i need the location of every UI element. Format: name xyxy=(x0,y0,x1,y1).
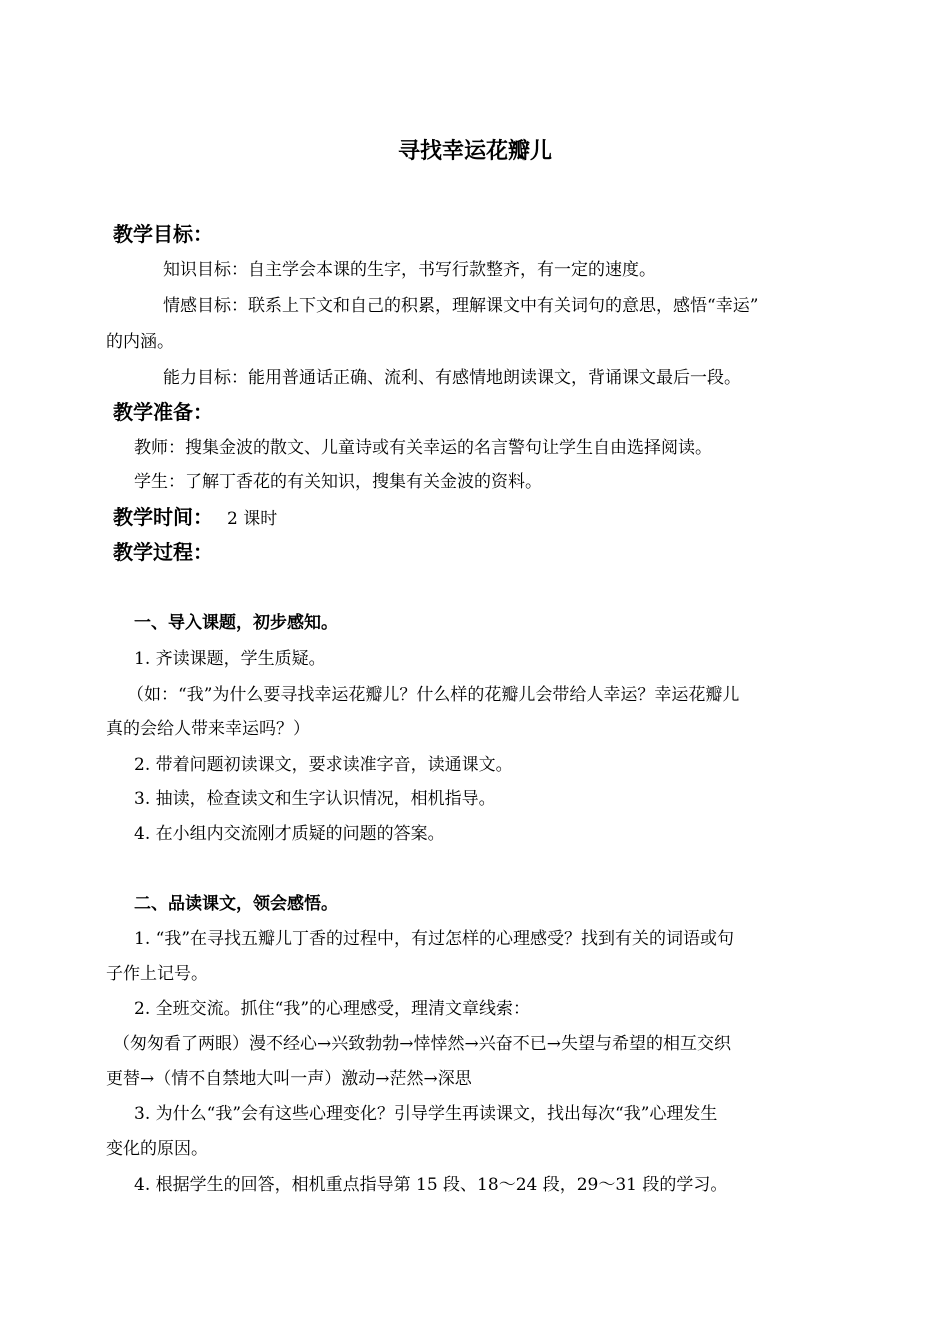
section2-heading: 二、品读课文，领会感悟。 xyxy=(134,894,338,914)
student-preparation: 学生：了解丁香花的有关知识，搜集有关金波的资料。 xyxy=(134,472,542,492)
teacher-preparation: 教师：搜集金波的散文、儿童诗或有关幸运的名言警句让学生自由选择阅读。 xyxy=(134,438,712,458)
section1-item2: 2. 带着问题初读课文，要求读准字音，读通课文。 xyxy=(134,755,513,775)
emotion-objective-line1: 情感目标：联系上下文和自己的积累，理解课文中有关词句的意思，感悟“幸运” xyxy=(163,296,759,316)
section1-item1: 1. 齐读课题，学生质疑。 xyxy=(134,649,326,669)
process-heading: 教学过程： xyxy=(113,540,213,564)
section1-item4: 4. 在小组内交流刚才质疑的问题的答案。 xyxy=(134,824,445,844)
objectives-heading: 教学目标： xyxy=(113,222,213,246)
time-heading: 教学时间： xyxy=(113,505,213,529)
document-title: 寻找幸运花瓣儿 xyxy=(397,139,552,164)
section1-item3: 3. 抽读，检查读文和生字认识情况，相机指导。 xyxy=(134,789,496,809)
section1-note-line1: （如：“我”为什么要寻找幸运花瓣儿？什么样的花瓣儿会带给人幸运？幸运花瓣儿 xyxy=(127,685,740,705)
section2-item3-line1: 3. 为什么“我”会有这些心理变化？引导学生再读课文，找出每次“我”心理发生 xyxy=(134,1104,718,1124)
section2-item1-line2: 子作上记号。 xyxy=(106,964,208,984)
knowledge-objective: 知识目标：自主学会本课的生字，书写行款整齐，有一定的速度。 xyxy=(163,260,656,280)
emotion-objective-line2: 的内涵。 xyxy=(106,332,174,352)
section2-item3-line2: 变化的原因。 xyxy=(106,1139,208,1159)
time-row xyxy=(113,506,277,530)
section2-item2: 2. 全班交流。抓住“我”的心理感受，理清文章线索： xyxy=(134,999,531,1019)
time-value: 2 课时 xyxy=(227,509,278,529)
section2-item1-line1: 1. “我”在寻找五瓣儿丁香的过程中，有过怎样的心理感受？找到有关的词语或句 xyxy=(134,929,735,949)
ability-objective: 能力目标：能用普通话正确、流利、有感情地朗读课文，背诵课文最后一段。 xyxy=(163,368,741,388)
section2-item4: 4. 根据学生的回答，相机重点指导第 15 段、18～24 段，29～31 段的学习。 xyxy=(134,1175,728,1195)
section1-heading: 一、导入课题，初步感知。 xyxy=(134,613,338,633)
section2-chain-line2: 更替→（情不自禁地大叫一声）激动→茫然→深思 xyxy=(106,1069,472,1089)
section2-chain-line1: （匆匆看了两眼）漫不经心→兴致勃勃→悻悻然→兴奋不已→失望与希望的相互交织 xyxy=(113,1034,731,1054)
section1-note-line2: 真的会给人带来幸运吗？） xyxy=(106,719,310,739)
preparation-heading: 教学准备： xyxy=(113,400,213,424)
